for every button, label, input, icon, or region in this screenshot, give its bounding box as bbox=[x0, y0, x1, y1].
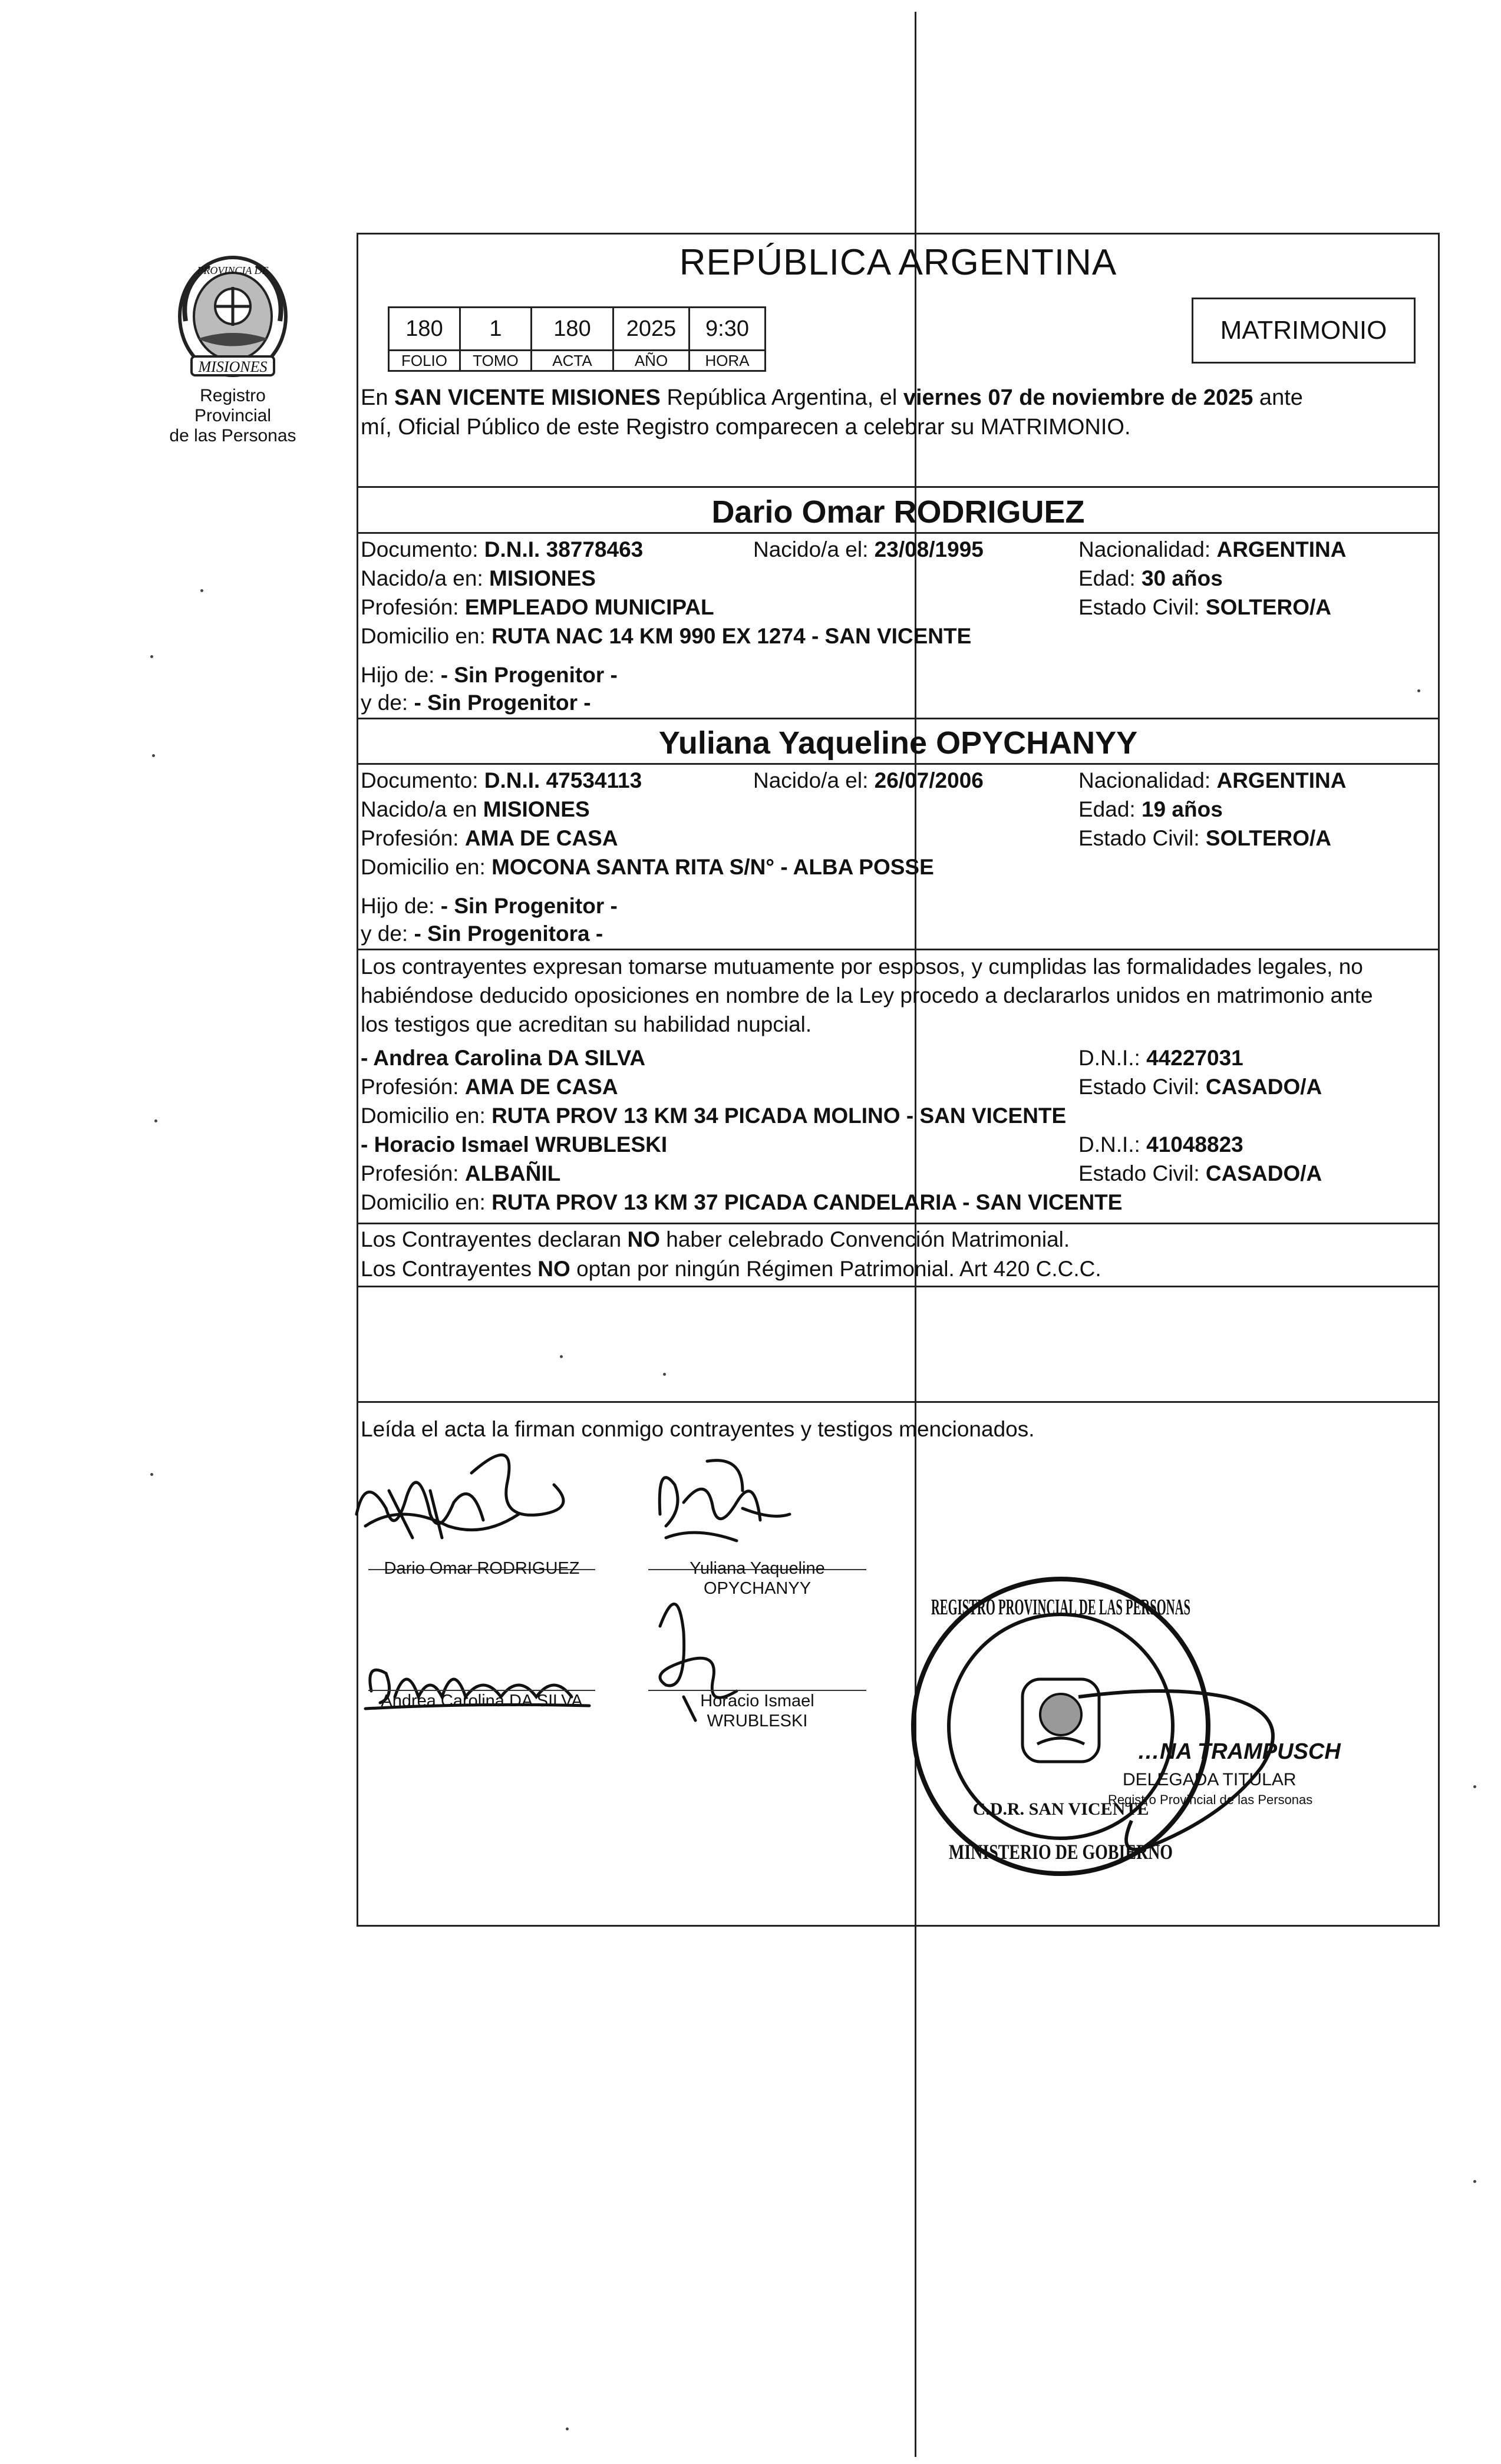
signature-name-2b: OPYCHANYY bbox=[703, 1579, 811, 1598]
scan-speck bbox=[152, 754, 155, 757]
c1-nacido-en: Nacido/a en: MISIONES bbox=[361, 566, 596, 590]
signature-scribble-1 bbox=[357, 1455, 563, 1538]
hora-label: HORA bbox=[690, 351, 766, 371]
c1-estado-civil: Estado Civil: SOLTERO/A bbox=[1078, 595, 1332, 619]
closing-statement: Leída el acta la firman conmigo contrayentes y testigos mencionados. bbox=[361, 1417, 1035, 1441]
declaracion-line3: los testigos que acreditan su habilidad nupcial. bbox=[361, 1012, 812, 1036]
seal-ring-top: REGISTRO PROVINCIAL DE LAS PERSONAS bbox=[931, 1595, 1190, 1620]
divider-name2 bbox=[357, 763, 1440, 765]
c1-edad: Edad: 30 años bbox=[1078, 566, 1223, 590]
testigo2-domicilio: Domicilio en: RUTA PROV 13 KM 37 PICADA CANDELARIA - SAN VICENTE bbox=[361, 1190, 1123, 1214]
scan-speck bbox=[154, 1119, 157, 1122]
divider-person2 bbox=[357, 949, 1440, 950]
testigo1-profesion: Profesión: AMA DE CASA bbox=[361, 1075, 618, 1099]
signature-scribble-2 bbox=[659, 1461, 790, 1541]
c2-nacionalidad: Nacionalidad: ARGENTINA bbox=[1078, 768, 1347, 792]
logo-caption-line2: de las Personas bbox=[169, 426, 296, 445]
contrayente2-name: Yuliana Yaqueline OPYCHANYY bbox=[658, 725, 1138, 761]
scan-speck bbox=[1473, 2180, 1476, 2183]
registry-logo bbox=[165, 250, 301, 446]
testigo2-name: - Horacio Ismael WRUBLESKI bbox=[361, 1132, 668, 1157]
c1-hijo-de: Hijo de: - Sin Progenitor - bbox=[361, 663, 618, 687]
c1-profesion: Profesión: EMPLEADO MUNICIPAL bbox=[361, 595, 714, 619]
scan-speck bbox=[1417, 689, 1420, 692]
anio-value: 2025 bbox=[613, 308, 690, 351]
seal-ring-bottom: MINISTERIO DE GOBIERNO bbox=[949, 1840, 1173, 1864]
c1-documento: Documento: D.N.I. 38778463 bbox=[361, 537, 644, 561]
scan-speck bbox=[150, 1473, 153, 1476]
scan-speck bbox=[663, 1373, 666, 1376]
convencion-line2: Los Contrayentes NO optan por ningún Régimen Patrimonial. Art 420 C.C.C. bbox=[361, 1257, 1101, 1281]
signature-name-3: Andrea Carolina DA SILVA bbox=[381, 1692, 583, 1710]
testigo1-domicilio: Domicilio en: RUTA PROV 13 KM 34 PICADA MOLINO - SAN VICENTE bbox=[361, 1104, 1067, 1128]
page-title: REPÚBLICA ARGENTINA bbox=[679, 242, 1117, 283]
hora-value: 9:30 bbox=[690, 308, 766, 351]
signatures-and-seal bbox=[330, 1438, 1485, 1885]
convencion-line1: Los Contrayentes declaran NO haber celebrado Convención Matrimonial. bbox=[361, 1227, 1070, 1251]
testigo2-profesion: Profesión: ALBAÑIL bbox=[361, 1161, 561, 1185]
c2-nacido-en: Nacido/a en MISIONES bbox=[361, 797, 590, 821]
officer-office: Registro Provincial de las Personas bbox=[1108, 1792, 1313, 1807]
acta-label: ACTA bbox=[532, 351, 613, 371]
folio-value: 180 bbox=[389, 308, 460, 351]
contrayente1-name: Dario Omar RODRIGUEZ bbox=[711, 494, 1085, 530]
divider-convention bbox=[357, 1286, 1440, 1287]
c2-profesion: Profesión: AMA DE CASA bbox=[361, 826, 618, 850]
folio-label: FOLIO bbox=[389, 351, 460, 371]
c1-y-de: y de: - Sin Progenitor - bbox=[361, 691, 591, 715]
declaracion-line2: habiéndose deducido oposiciones en nombre de la Ley procedo a declararlos unidos en matrimonio ante bbox=[361, 983, 1373, 1008]
testigo1-name: - Andrea Carolina DA SILVA bbox=[361, 1046, 646, 1070]
signature-name-2a: Yuliana Yaqueline bbox=[690, 1559, 825, 1578]
testigo1-estado-civil: Estado Civil: CASADO/A bbox=[1078, 1075, 1322, 1099]
divider-intro bbox=[357, 486, 1440, 488]
tomo-label: TOMO bbox=[460, 351, 532, 371]
officer-name: …NA TRAMPUSCH bbox=[1137, 1739, 1341, 1764]
tomo-value: 1 bbox=[460, 308, 532, 351]
c2-documento: Documento: D.N.I. 47534113 bbox=[361, 768, 642, 792]
c1-nacido-el: Nacido/a el: 23/08/1995 bbox=[753, 537, 984, 561]
testigo1-dni: D.N.I.: 44227031 bbox=[1078, 1046, 1243, 1070]
official-seal bbox=[913, 1579, 1208, 1874]
c2-estado-civil: Estado Civil: SOLTERO/A bbox=[1078, 826, 1332, 850]
intro-line2: mí, Oficial Público de este Registro comparecen a celebrar su MATRIMONIO. bbox=[361, 415, 1131, 440]
anio-label: AÑO bbox=[613, 351, 690, 371]
logo-caption-line1: Registro Provincial bbox=[194, 386, 272, 425]
declaracion-line1: Los contrayentes expresan tomarse mutuamente por esposos, y cumplidas las formalidades legales, no bbox=[361, 954, 1363, 979]
officer-title: DELEGADA TITULAR bbox=[1123, 1770, 1297, 1789]
signature-name-4a: Horacio Ismael bbox=[700, 1692, 814, 1710]
testigo2-estado-civil: Estado Civil: CASADO/A bbox=[1078, 1161, 1322, 1185]
divider-blank bbox=[357, 1401, 1440, 1403]
registry-table bbox=[388, 306, 766, 372]
scan-speck bbox=[200, 589, 203, 592]
acta-value: 180 bbox=[532, 308, 613, 351]
c2-hijo-de: Hijo de: - Sin Progenitor - bbox=[361, 894, 618, 918]
c2-edad: Edad: 19 años bbox=[1078, 797, 1223, 821]
testigo2-dni: D.N.I.: 41048823 bbox=[1078, 1132, 1243, 1157]
c2-y-de: y de: - Sin Progenitora - bbox=[361, 921, 603, 946]
signature-name-1: Dario Omar RODRIGUEZ bbox=[384, 1559, 580, 1578]
divider-person1 bbox=[357, 718, 1440, 719]
intro-line1: En SAN VICENTE MISIONES República Argentina, el viernes 07 de noviembre de 2025 ante bbox=[361, 385, 1303, 410]
c2-domicilio: Domicilio en: MOCONA SANTA RITA S/N° - ALBA POSSE bbox=[361, 855, 934, 879]
emblem-top-text: PROVINCIA DE bbox=[197, 265, 269, 276]
scan-speck bbox=[566, 2427, 569, 2430]
scan-speck bbox=[1473, 1785, 1476, 1788]
divider-witnesses bbox=[357, 1223, 1440, 1224]
seal-inner-text: C.D.R. SAN VICENTE bbox=[972, 1799, 1149, 1819]
signature-name-4b: WRUBLESKI bbox=[707, 1712, 808, 1730]
c1-nacionalidad: Nacionalidad: ARGENTINA bbox=[1078, 537, 1347, 561]
misiones-emblem-icon bbox=[174, 250, 292, 386]
document-type-box: MATRIMONIO bbox=[1192, 298, 1416, 364]
c2-nacido-el: Nacido/a el: 26/07/2006 bbox=[753, 768, 984, 792]
scan-speck bbox=[150, 655, 153, 658]
c1-domicilio: Domicilio en: RUTA NAC 14 KM 990 EX 1274 - SAN VICENTE bbox=[361, 624, 972, 648]
divider-name1 bbox=[357, 532, 1440, 534]
emblem-bottom-text: MISIONES bbox=[198, 358, 268, 375]
scan-speck bbox=[560, 1355, 563, 1358]
